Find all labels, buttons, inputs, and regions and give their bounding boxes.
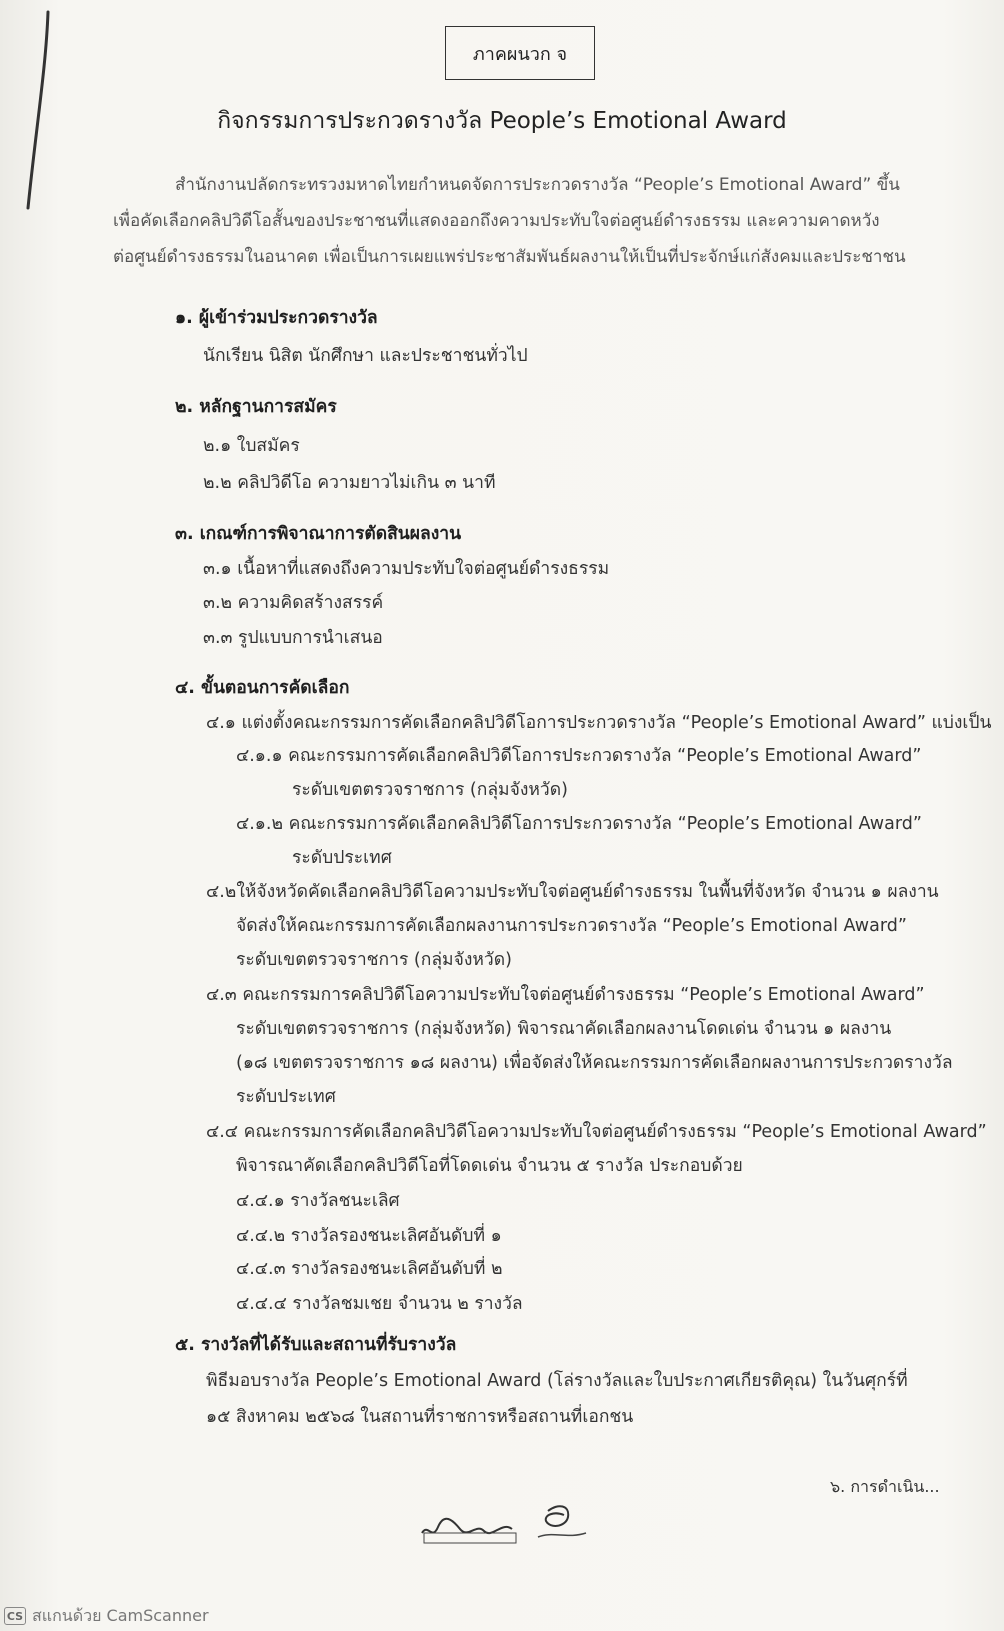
section-5-line-1: พิธีมอบรางวัล People’s Emotional Award (โล่รางวัลและใบประกาศเกียรติคุณ) ในวันศุกร์ที่ [206, 1371, 908, 1391]
section-4-3-line-4: ระดับประเทศ [236, 1087, 336, 1107]
camscanner-logo-icon: CS [4, 1607, 26, 1625]
section-4-3-line-3: (๑๘ เขตตรวจราชการ ๑๘ ผลงาน) เพื่อจัดส่งให้คณะกรรมการคัดเลือกผลงานการประกวดรางวัล [236, 1053, 953, 1073]
appendix-label: ภาคผนวก จ [472, 43, 568, 65]
intro-line-2: เพื่อคัดเลือกคลิปวิดีโอสั้นของประชาชนที่แสดงออกถึงความประทับใจต่อศูนย์ดำรงธรรม และความคาดหวัง [113, 211, 880, 231]
section-4-2-line-2: จัดส่งให้คณะกรรมการคัดเลือกผลงานการประกวดรางวัล “People’s Emotional Award” [236, 916, 907, 936]
section-5-heading: ๕. รางวัลที่ได้รับและสถานที่รับรางวัล [175, 1335, 457, 1355]
section-4-3-line-2: ระดับเขตตรวจราชการ (กลุ่มจังหวัด) พิจารณาคัดเลือกผลงานโดดเด่น จำนวน ๑ ผลงาน [236, 1019, 892, 1039]
section-4-1-2-line-2: ระดับประเทศ [292, 848, 392, 868]
section-1-heading: ๑. ผู้เข้าร่วมประกวดรางวัล [175, 308, 378, 328]
scanner-footer-text: สแกนด้วย CamScanner [32, 1605, 209, 1625]
section-2-heading: ๒. หลักฐานการสมัคร [175, 397, 337, 417]
intro-line-1: สำนักงานปลัดกระทรวงมหาดไทยกำหนดจัดการประกวดรางวัล “People’s Emotional Award” ขึ้น [175, 175, 900, 195]
continue-note: ๖. การดำเนิน... [830, 1477, 940, 1496]
section-4-1: ๔.๑ แต่งตั้งคณะกรรมการคัดเลือกคลิปวิดีโอการประกวดรางวัล “People’s Emotional Award” แบ่งเป็น [206, 713, 992, 733]
section-3-item-2: ๓.๒ ความคิดสร้างสรรค์ [203, 593, 384, 613]
section-4-4-1: ๔.๔.๑ รางวัลชนะเลิศ [236, 1191, 400, 1211]
document-title: กิจกรรมการประกวดรางวัล People’s Emotional Award [217, 108, 787, 134]
appendix-label-box [445, 26, 595, 80]
section-4-4-line-2: พิจารณาคัดเลือกคลิปวิดีโอที่โดดเด่น จำนวน ๕ รางวัล ประกอบด้วย [236, 1156, 743, 1176]
section-2-item-2: ๒.๒ คลิปวิดีโอ ความยาวไม่เกิน ๓ นาที [203, 473, 496, 493]
section-4-4-2: ๔.๔.๒ รางวัลรองชนะเลิศอันดับที่ ๑ [236, 1226, 502, 1246]
intro-line-3: ต่อศูนย์ดำรงธรรมในอนาคต เพื่อเป็นการเผยแพร่ประชาสัมพันธ์ผลงานให้เป็นที่ประจักษ์แก่สังคมและประชาชน [113, 247, 906, 267]
section-3-item-3: ๓.๓ รูปแบบการนำเสนอ [203, 628, 383, 648]
section-4-2-line-3: ระดับเขตตรวจราชการ (กลุ่มจังหวัด) [236, 950, 512, 970]
section-4-4-4: ๔.๔.๔ รางวัลชมเชย จำนวน ๒ รางวัล [236, 1294, 523, 1314]
section-2-item-1: ๒.๑ ใบสมัคร [203, 436, 300, 456]
section-4-1-1-line-1: ๔.๑.๑ คณะกรรมการคัดเลือกคลิปวิดีโอการประกวดรางวัล “People’s Emotional Award” [236, 746, 922, 766]
section-4-2-line-1: ๔.๒ให้จังหวัดคัดเลือกคลิปวิดีโอความประทับใจต่อศูนย์ดำรงธรรม ในพื้นที่จังหวัด จำนวน ๑ ผลงาน [206, 882, 939, 902]
section-4-1-1-line-2: ระดับเขตตรวจราชการ (กลุ่มจังหวัด) [292, 780, 568, 800]
section-4-4-3: ๔.๔.๓ รางวัลรองชนะเลิศอันดับที่ ๒ [236, 1259, 503, 1279]
section-4-3-line-1: ๔.๓ คณะกรรมการคลิปวิดีโอความประทับใจต่อศูนย์ดำรงธรรม “People’s Emotional Award” [206, 985, 925, 1005]
section-3-heading: ๓. เกณฑ์การพิจาณาการตัดสินผลงาน [175, 524, 462, 544]
section-4-1-2-line-1: ๔.๑.๒ คณะกรรมการคัดเลือกคลิปวิดีโอการประกวดรางวัล “People’s Emotional Award” [236, 814, 922, 834]
section-1-text: นักเรียน นิสิต นักศึกษา และประชาชนทั่วไป [203, 346, 528, 366]
section-3-item-1: ๓.๑ เนื้อหาที่แสดงถึงความประทับใจต่อศูนย์ดำรงธรรม [203, 559, 610, 579]
scanner-footer [0, 1601, 1004, 1631]
signature-initials [418, 1497, 608, 1547]
section-5-line-2: ๑๕ สิงหาคม ๒๕๖๘ ในสถานที่ราชการหรือสถานที่เอกชน [206, 1407, 634, 1427]
section-4-heading: ๔. ขั้นตอนการคัดเลือก [175, 678, 350, 698]
section-4-4-line-1: ๔.๔ คณะกรรมการคัดเลือกคลิปวิดีโอความประทับใจต่อศูนย์ดำรงธรรม “People’s Emotional Award” [206, 1122, 987, 1142]
